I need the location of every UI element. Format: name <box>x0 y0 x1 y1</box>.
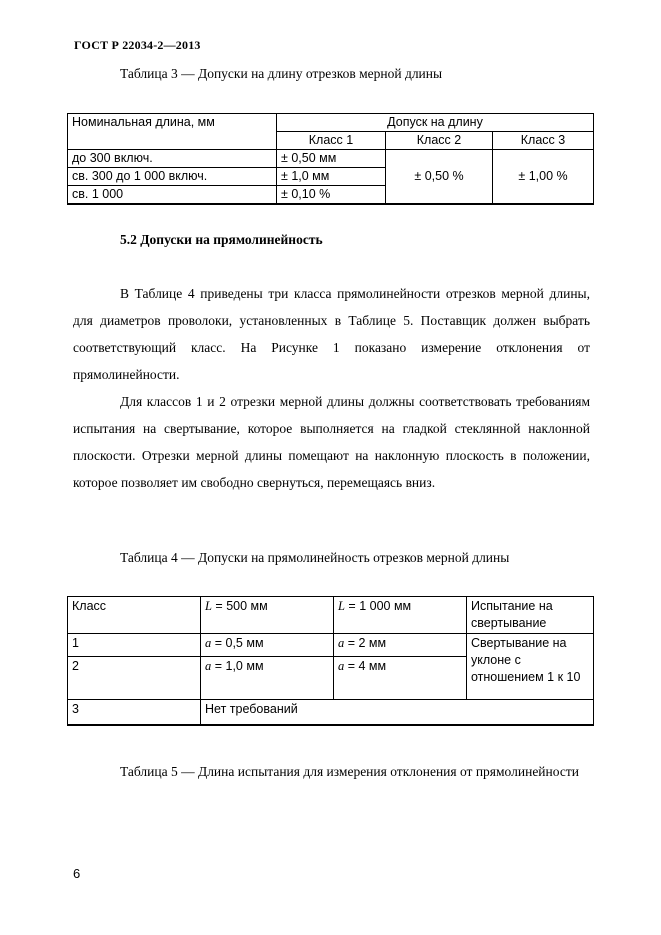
table4-class-cell: 1 <box>68 634 201 657</box>
table3-class3-cell: ± 1,00 % <box>493 150 594 205</box>
paragraph-2: Для классов 1 и 2 отрезки мерной длины должны соответствовать требованиям испытания на свертывание, которое выполняется на гладкой стеклянной наклонной плоскости. Отрезки мерной длины помещают на наклонную плоскость в положении, которое позволяет им свободно свернуться, перемещаясь вниз. <box>73 394 590 490</box>
table3-header-class1: Класс 1 <box>277 132 386 150</box>
section-heading: 5.2 Допуски на прямолинейность <box>120 232 323 247</box>
table4-class-cell: 3 <box>68 700 201 726</box>
table4-test-cell: Свертывание на уклоне с отношением 1 к 10 <box>467 634 594 700</box>
table4-header-test: Испытание на свертывание <box>467 597 594 634</box>
table3-class1-cell: ± 0,10 % <box>277 186 386 205</box>
table4-header-class: Класс <box>68 597 201 634</box>
table3-class2-cell: ± 0,50 % <box>386 150 493 205</box>
table5-caption: Таблица 5 — Длина испытания для измерения отклонения от прямолинейности <box>120 764 579 779</box>
table3-length-cell: св. 1 000 <box>68 186 277 205</box>
table4-header-l500: L = 500 мм <box>201 597 334 634</box>
table3-header-class2: Класс 2 <box>386 132 493 150</box>
table4-l500-cell: a = 0,5 мм <box>201 634 334 657</box>
table3-length-cell: св. 300 до 1 000 включ. <box>68 168 277 186</box>
table3-class1-cell: ± 1,0 мм <box>277 168 386 186</box>
paragraph-1: В Таблице 4 приведены три класса прямолинейности отрезков мерной длины, для диаметров проволоки, установленных в Таблице 5. Поставщик должен выбрать соответствующий класс. На Рисунке 1 показано измерение отклонения от прямолинейности. <box>73 286 590 382</box>
table4-l500-cell: a = 1,0 мм <box>201 657 334 700</box>
table-row <box>68 150 594 168</box>
table-row <box>68 634 594 657</box>
table4-class-cell: 2 <box>68 657 201 700</box>
table4 <box>67 596 594 726</box>
table-row <box>68 700 594 726</box>
table3-length-cell: до 300 включ. <box>68 150 277 168</box>
table4-header-l1000: L = 1 000 мм <box>334 597 467 634</box>
document-header: ГОСТ Р 22034-2—2013 <box>74 38 201 52</box>
page-number: 6 <box>73 866 81 881</box>
table3-header-tolerance: Допуск на длину <box>277 114 594 132</box>
table-row <box>68 597 594 634</box>
table3-caption: Таблица 3 — Допуски на длину отрезков мерной длины <box>120 66 443 81</box>
table4-l1000-cell: a = 4 мм <box>334 657 467 700</box>
table3-header-length: Номинальная длина, мм <box>68 114 277 150</box>
table3-header-class3: Класс 3 <box>493 132 594 150</box>
table3-class1-cell: ± 0,50 мм <box>277 150 386 168</box>
table4-caption: Таблица 4 — Допуски на прямолинейность отрезков мерной длины <box>120 550 510 565</box>
table4-none-cell: Нет требований <box>201 700 594 726</box>
table4-l1000-cell: a = 2 мм <box>334 634 467 657</box>
table3 <box>67 113 594 205</box>
